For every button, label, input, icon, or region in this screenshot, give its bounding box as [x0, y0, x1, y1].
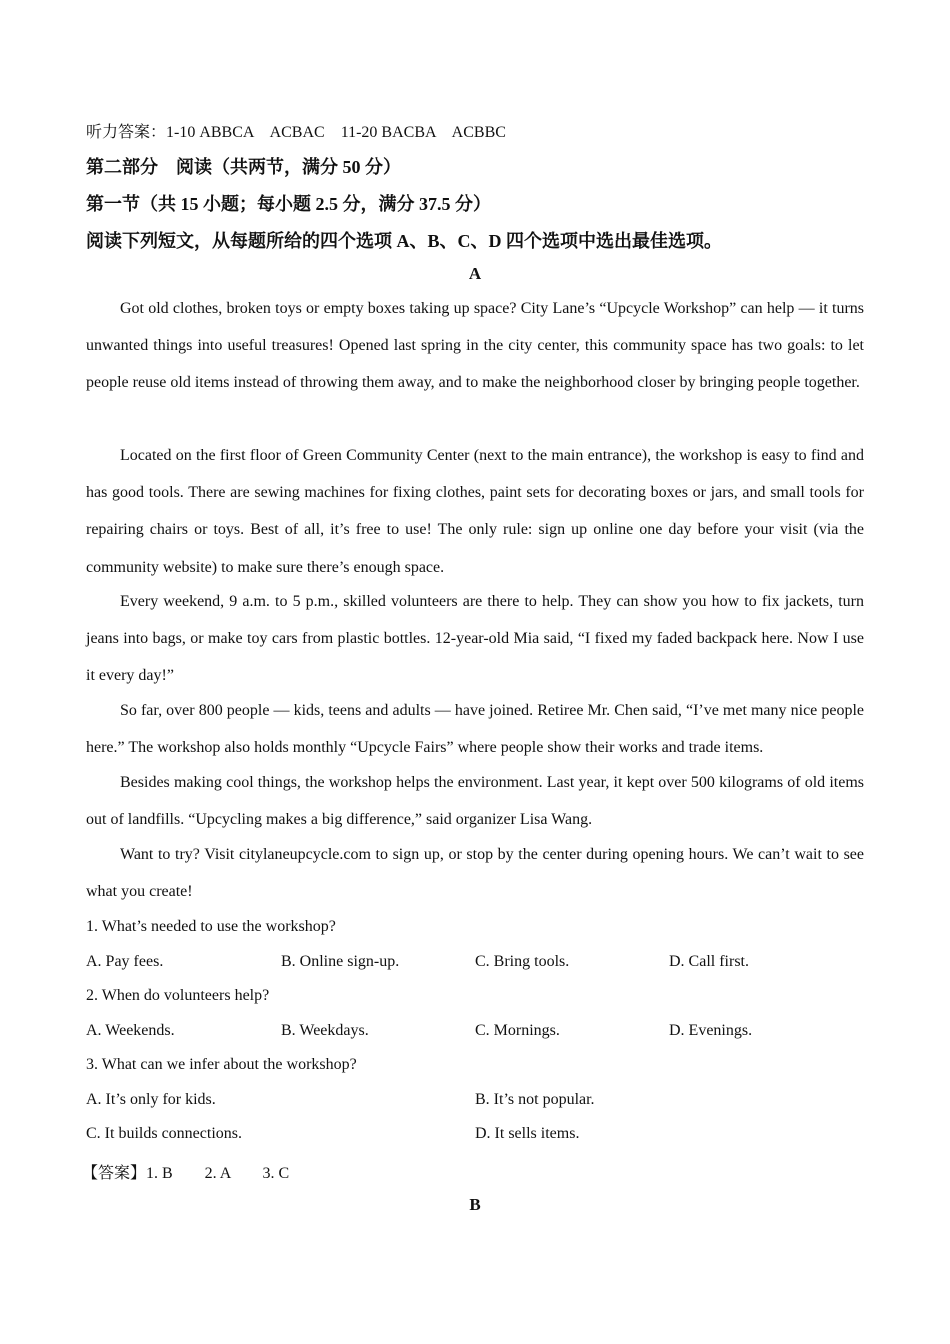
question-2-option-a: A. Weekends. — [86, 1022, 175, 1039]
section-title: 第一节（共 15 小题；每小题 2.5 分，满分 37.5 分） — [86, 194, 491, 214]
passage-a-paragraph-4: So far, over 800 people — kids, teens and adults — have joined. Retiree Mr. Chen said, “I’ve met many nice people here.” The workshop also holds monthly “Upcycle Fairs” where people show their works and trade items. — [86, 702, 864, 757]
question-3-option-d: D. It sells items. — [475, 1125, 580, 1142]
answer-line: 【答案】1. B 2. A 3. C — [82, 1165, 290, 1182]
question-1-option-b: B. Online sign-up. — [281, 953, 400, 970]
question-3-option-a: A. It’s only for kids. — [86, 1091, 216, 1108]
passage-a-paragraph-5: Besides making cool things, the workshop helps the environment. Last year, it kept over 500 kilograms of old items out of landfills. “Upcycling makes a big difference,” said organizer Lisa Wang. — [86, 774, 864, 829]
question-1-option-d: D. Call first. — [669, 953, 749, 970]
part-title: 第二部分 阅读（共两节，满分 50 分） — [86, 157, 401, 177]
question-2-option-d: D. Evenings. — [669, 1022, 753, 1039]
question-2-option-c: C. Mornings. — [475, 1022, 560, 1039]
question-3-option-c: C. It builds connections. — [86, 1125, 242, 1142]
question-3-stem: 3. What can we infer about the workshop? — [86, 1056, 357, 1073]
passage-a-paragraph-2: Located on the first floor of Green Community Center (next to the main entrance), the workshop is easy to find and has good tools. There are sewing machines for fixing clothes, paint sets for decorating boxes or jars, and small tools for repairing chairs or toys. Best of all, it’s free to use! The only rule: sign up online one day before your visit (via the community website) to make sure there’s enough space. — [86, 447, 864, 576]
question-1-option-c: C. Bring tools. — [475, 953, 570, 970]
passage-b-label: B — [469, 1195, 481, 1214]
question-1-option-a: A. Pay fees. — [86, 953, 164, 970]
instructions: 阅读下列短文，从每题所给的四个选项 A、B、C、D 四个选项中选出最佳选项。 — [86, 231, 722, 251]
passage-a-paragraph-1: Got old clothes, broken toys or empty boxes taking up space? City Lane’s “Upcycle Workshop” can help — it turns unwanted things into useful treasures! Opened last spring in the city center, this community space has two goals: to let people reuse old items instead of throwing them away, and to make the neighborhood closer by bringing people together. — [86, 300, 864, 392]
passage-a-paragraph-3: Every weekend, 9 a.m. to 5 p.m., skilled volunteers are there to help. They can show you how to fix jackets, turn jeans into bags, or make toy cars from plastic bottles. 12-year-old Mia said, “I fixed my faded backpack here. Now I use it every day!” — [86, 593, 864, 685]
listening-answers: 听力答案：1-10 ABBCA ACBAC 11-20 BACBA ACBBC — [86, 124, 506, 141]
passage-a-paragraph-6: Want to try? Visit citylaneupcycle.com to sign up, or stop by the center during opening hours. We can’t wait to see what you create! — [86, 846, 864, 901]
question-3-option-b: B. It’s not popular. — [475, 1091, 595, 1108]
question-1-stem: 1. What’s needed to use the workshop? — [86, 918, 336, 935]
question-2-stem: 2. When do volunteers help? — [86, 987, 270, 1004]
passage-a-label: A — [468, 264, 482, 283]
question-2-option-b: B. Weekdays. — [281, 1022, 369, 1039]
